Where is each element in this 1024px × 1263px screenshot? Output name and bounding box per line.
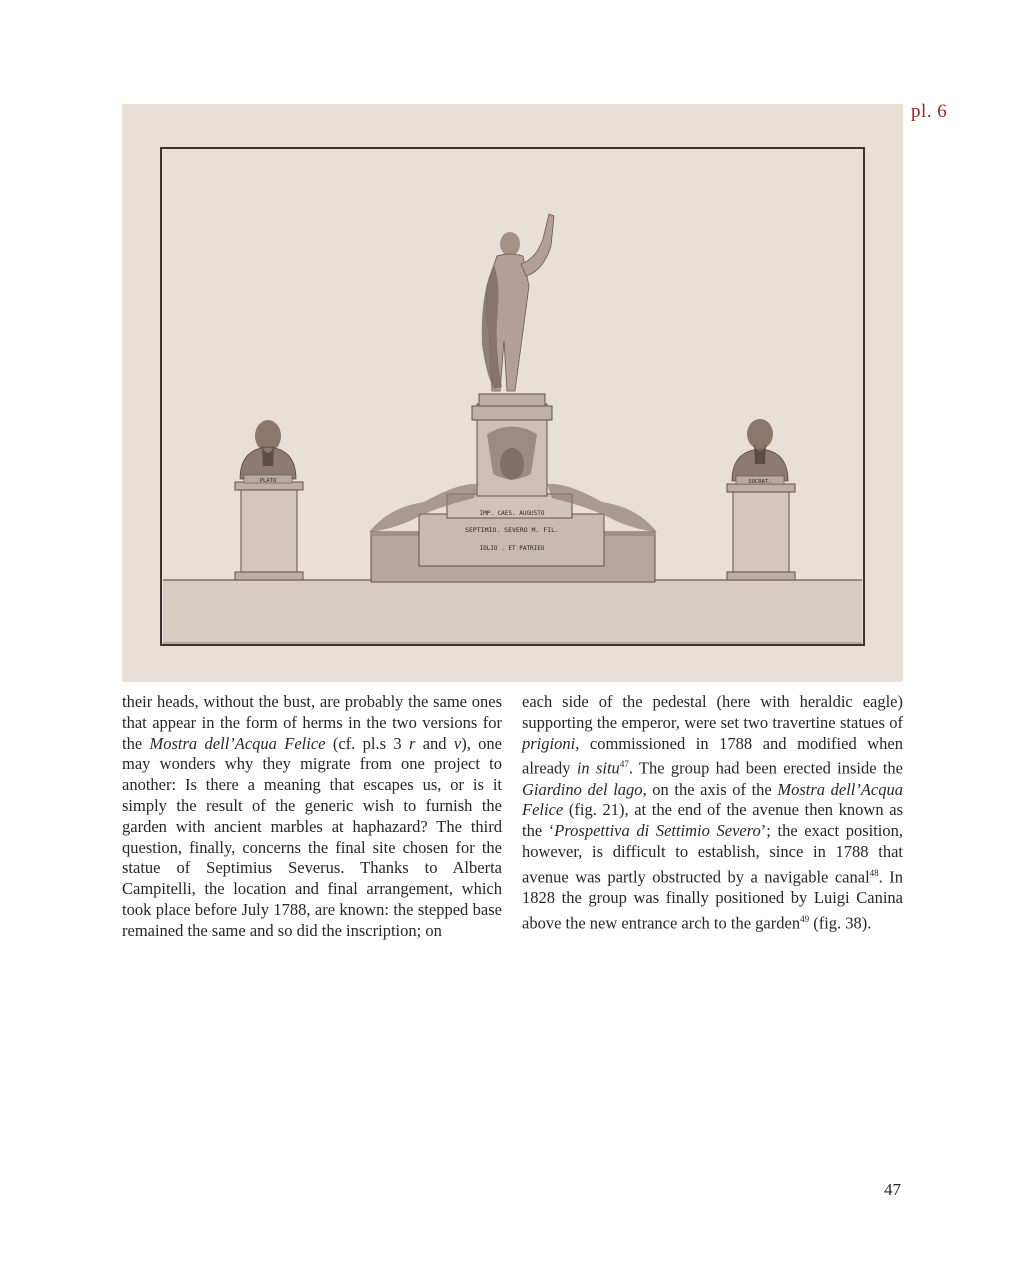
text-column-right xyxy=(522,692,903,934)
text-run: 49 xyxy=(800,913,810,924)
page-number: 47 xyxy=(884,1180,901,1199)
text-run: ), one may wonders why they migrate from one project to another: Is there a meaning that escapes us, or is it simply the result of the generic wish to furnish the garden with ancient marbles at haphazard? The third question, finally, concerns the final site chosen for the statue of Septimius Severus. Thanks to Alberta Campitelli, the location and final arrangement, which took place before July 1788, are known: the stepped base remained the same and so did the inscription; on xyxy=(122,733,502,940)
plato-inscription: PLATO xyxy=(259,478,277,484)
text-column-left xyxy=(122,692,502,942)
plate-label: pl. 6 xyxy=(911,101,948,122)
text-run: r xyxy=(408,733,416,753)
text-run: and xyxy=(415,733,454,753)
text-run: (cf. pl.s 3 xyxy=(325,733,409,753)
text-run: Mostra dell’Acqua Felice xyxy=(522,779,904,820)
paragraph-left xyxy=(122,692,502,942)
text-run: (fig. 38). xyxy=(809,913,872,933)
text-run: in situ xyxy=(576,758,620,778)
text-run: , commissioned in 1788 and modified when already xyxy=(522,733,903,778)
socrates-inscription: SOCRAT. xyxy=(748,479,772,485)
text-run: ’; the exact position, however, is difficult to establish, since in 1788 that avenue was partly obstructed by a navigable canal xyxy=(522,821,903,887)
text-run: their heads, without the bust, are probably the same ones that appear in the form of herms in the two versions for the xyxy=(122,692,502,753)
text-run: v xyxy=(453,733,462,753)
text-run: (fig. 21), at the end of the avenue then known as the ‘ xyxy=(522,800,903,841)
text-run: , on the axis of the xyxy=(642,779,778,799)
monument-drawing xyxy=(122,104,903,682)
text-run: Mostra dell’Acqua Felice xyxy=(149,733,326,753)
text-run: 47 xyxy=(619,759,629,770)
paragraph-right xyxy=(522,692,903,934)
text-run: . The group had been erected inside the xyxy=(628,758,903,778)
text-run: Giardino del lago xyxy=(522,779,643,799)
text-run: each side of the pedestal (here with heraldic eagle) supporting the emperor, were set two travertine statues of xyxy=(522,692,903,732)
text-run: Prospettiva di Settimio Severo xyxy=(554,821,761,841)
text-run: 48 xyxy=(869,867,879,878)
plate-drawing xyxy=(122,104,903,682)
text-run: . In 1828 the group was finally positioned by Luigi Canina above the new entrance arch to the garden xyxy=(522,867,903,933)
inscription-line-2: SEPTIMIO. SEVERO M. FIL. xyxy=(465,526,559,534)
inscription-line-3: IOLIO . ET PATRIEO xyxy=(479,545,545,552)
text-run: prigioni xyxy=(522,733,576,753)
inscription-line-1: IMP. CAES. AUGUSTO xyxy=(479,510,545,517)
